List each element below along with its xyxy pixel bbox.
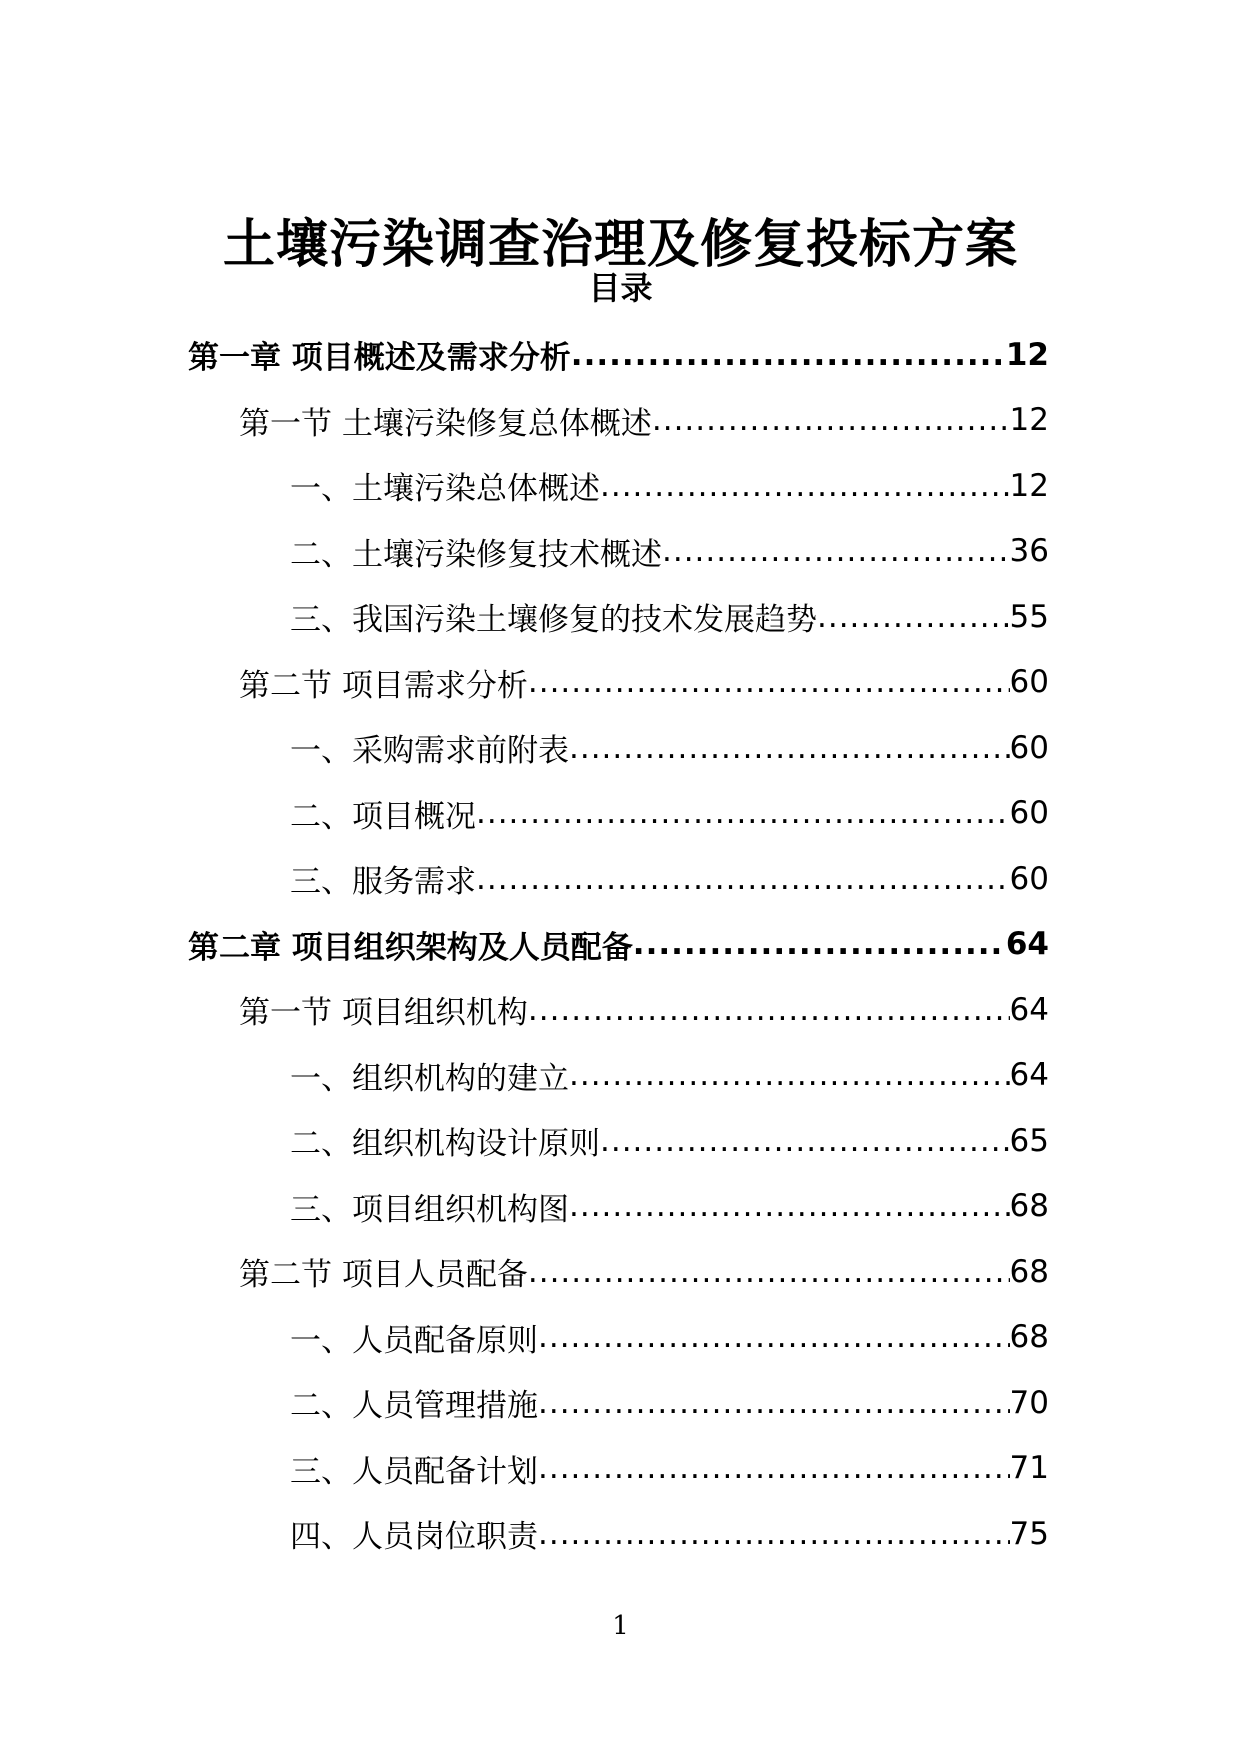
toc-entry-page: 70	[1009, 1384, 1049, 1421]
toc-dot-leader	[538, 1385, 1010, 1421]
toc-dot-leader	[528, 992, 1010, 1028]
toc-subsection-entry[interactable]	[0, 519, 1241, 585]
toc-section-entry[interactable]	[0, 650, 1241, 716]
toc-entry-page: 12	[1009, 402, 1049, 439]
toc-dot-leader	[538, 1450, 1010, 1486]
toc-subsection-entry[interactable]	[0, 1305, 1241, 1371]
toc-dot-leader	[600, 468, 1010, 504]
toc-entry-label: 第二章 项目组织架构及人员配备	[188, 929, 633, 966]
document-title: 土壤污染调查治理及修复投标方案	[222, 214, 1018, 275]
toc-heading: 目录	[588, 269, 653, 307]
toc-entry-page: 64	[1009, 991, 1049, 1028]
toc-entry-label: 二、组织机构设计原则	[290, 1126, 600, 1163]
toc-entry-label: 第二节 项目需求分析	[239, 667, 528, 704]
toc-entry-page: 60	[1009, 729, 1049, 766]
toc-subsection-entry[interactable]	[0, 846, 1241, 912]
toc-entry-page: 36	[1009, 533, 1049, 570]
toc-entry-label: 一、采购需求前附表	[290, 733, 569, 770]
toc-subsection-entry[interactable]	[0, 1501, 1241, 1567]
toc-dot-leader	[569, 730, 1010, 766]
toc-dot-leader	[817, 599, 1010, 635]
toc-entry-page: 68	[1009, 1188, 1049, 1225]
toc-dot-leader	[569, 1188, 1010, 1224]
toc-entry-page: 75	[1009, 1515, 1049, 1552]
toc-entry-label: 一、组织机构的建立	[290, 1060, 569, 1097]
toc-dot-leader	[571, 337, 1006, 373]
toc-subsection-entry[interactable]	[0, 715, 1241, 781]
toc-dot-leader	[652, 402, 1010, 438]
toc-entry-label: 一、人员配备原则	[290, 1322, 538, 1359]
toc-entry-label: 三、我国污染土壤修复的技术发展趋势	[290, 602, 817, 639]
toc-dot-leader	[538, 1319, 1010, 1355]
toc-entry-label: 一、土壤污染总体概述	[290, 471, 600, 508]
table-of-contents	[0, 322, 1241, 1567]
toc-entry-page: 60	[1009, 664, 1049, 701]
toc-dot-leader	[662, 533, 1010, 569]
toc-dot-leader	[600, 1123, 1010, 1159]
toc-subsection-entry[interactable]	[0, 453, 1241, 519]
toc-subsection-entry[interactable]	[0, 1370, 1241, 1436]
toc-dot-leader	[476, 861, 1010, 897]
toc-chapter-entry[interactable]	[0, 322, 1241, 388]
toc-entry-label: 第二节 项目人员配备	[239, 1257, 528, 1294]
toc-entry-page: 71	[1009, 1450, 1049, 1487]
toc-entry-page: 12	[1005, 336, 1049, 373]
toc-entry-page: 65	[1009, 1122, 1049, 1159]
toc-entry-label: 四、人员岗位职责	[290, 1519, 538, 1556]
toc-subsection-entry[interactable]	[0, 781, 1241, 847]
toc-entry-page: 55	[1009, 598, 1049, 635]
toc-entry-label: 第一章 项目概述及需求分析	[188, 340, 571, 377]
toc-entry-page: 12	[1009, 467, 1049, 504]
toc-entry-page: 64	[1009, 1057, 1049, 1094]
toc-entry-label: 二、项目概况	[290, 798, 476, 835]
toc-entry-page: 68	[1009, 1319, 1049, 1356]
toc-section-entry[interactable]	[0, 388, 1241, 454]
toc-entry-page: 60	[1009, 795, 1049, 832]
toc-entry-page: 64	[1005, 926, 1049, 963]
toc-entry-label: 第一节 项目组织机构	[239, 995, 528, 1032]
toc-entry-page: 60	[1009, 860, 1049, 897]
toc-subsection-entry[interactable]	[0, 1108, 1241, 1174]
page-number: 1	[612, 1611, 629, 1641]
toc-entry-label: 三、项目组织机构图	[290, 1191, 569, 1228]
toc-dot-leader	[633, 926, 1006, 962]
toc-entry-label: 三、服务需求	[290, 864, 476, 901]
toc-dot-leader	[528, 1254, 1010, 1290]
toc-subsection-entry[interactable]	[0, 1043, 1241, 1109]
toc-entry-label: 二、土壤污染修复技术概述	[290, 536, 662, 573]
toc-entry-page: 68	[1009, 1253, 1049, 1290]
toc-section-entry[interactable]	[0, 977, 1241, 1043]
toc-subsection-entry[interactable]	[0, 584, 1241, 650]
toc-entry-label: 第一节 土壤污染修复总体概述	[239, 405, 652, 442]
toc-subsection-entry[interactable]	[0, 1436, 1241, 1502]
toc-subsection-entry[interactable]	[0, 1174, 1241, 1240]
toc-section-entry[interactable]	[0, 1239, 1241, 1305]
toc-dot-leader	[476, 795, 1010, 831]
toc-entry-label: 三、人员配备计划	[290, 1453, 538, 1490]
toc-chapter-entry[interactable]	[0, 912, 1241, 978]
toc-dot-leader	[569, 1057, 1010, 1093]
toc-entry-label: 二、人员管理措施	[290, 1388, 538, 1425]
toc-dot-leader	[538, 1516, 1010, 1552]
toc-dot-leader	[528, 664, 1010, 700]
